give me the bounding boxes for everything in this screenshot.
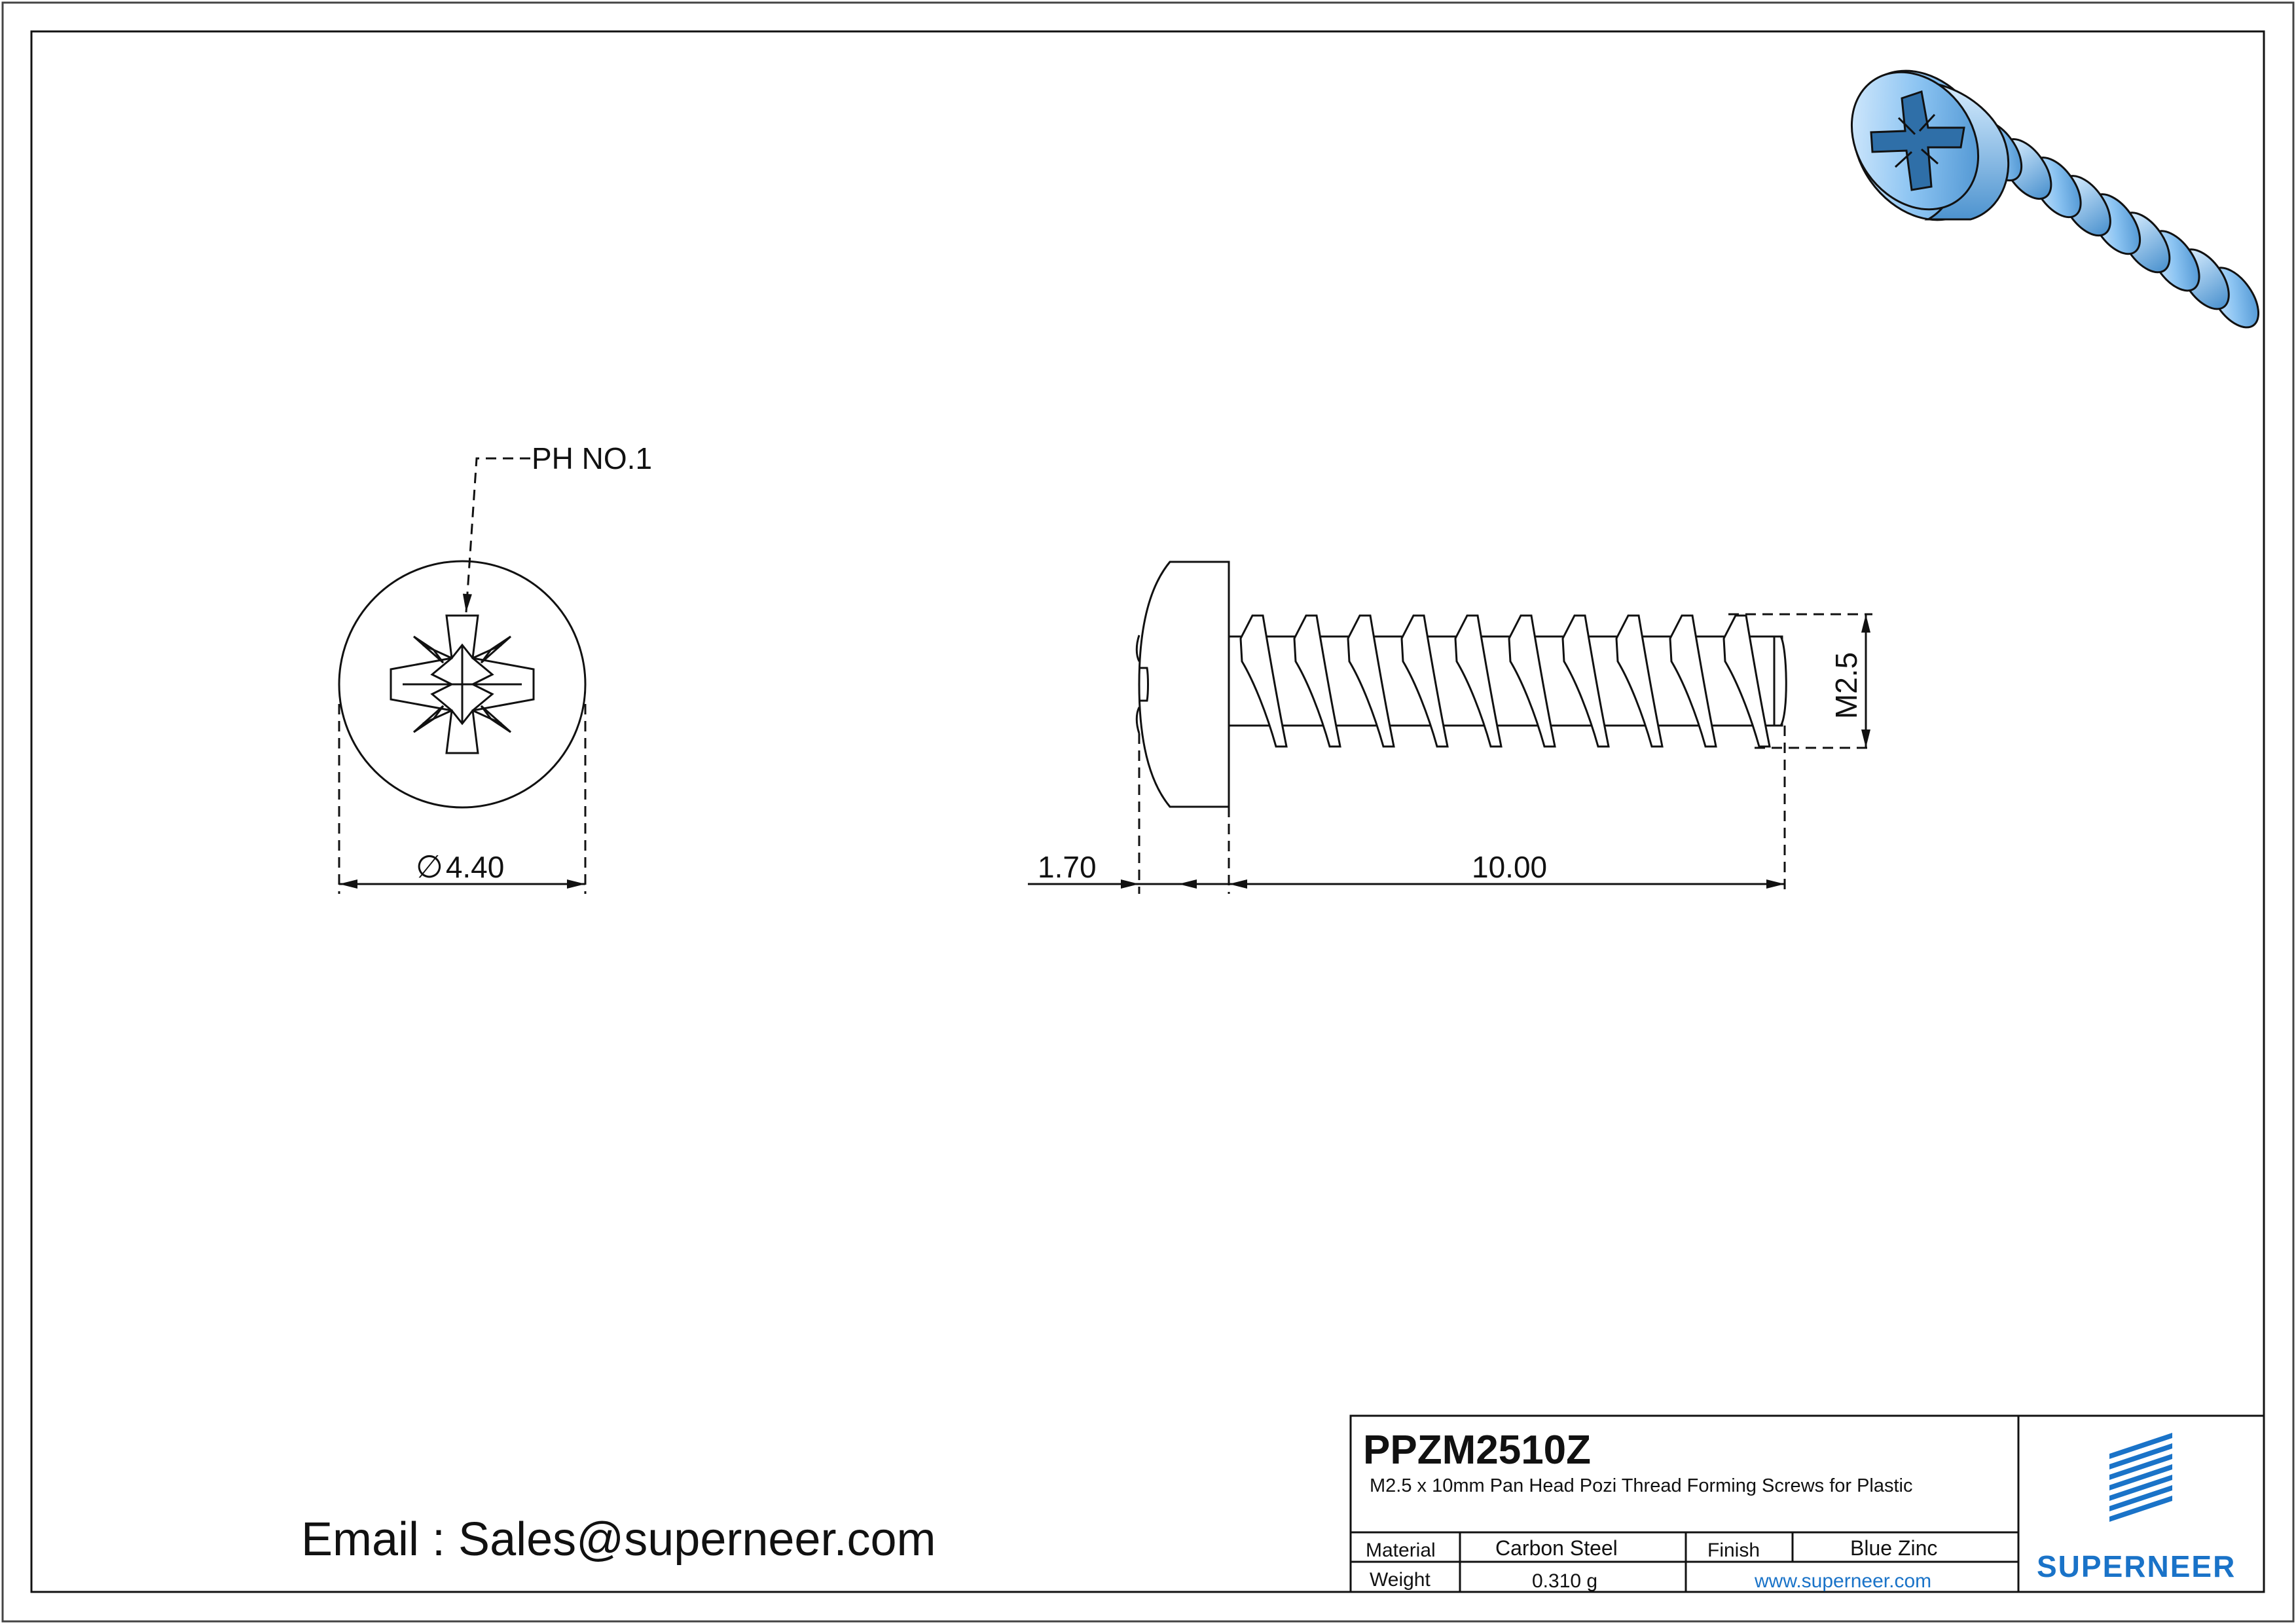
head-height-value: 1.70 xyxy=(1038,850,1097,884)
length-value: 10.00 xyxy=(1472,850,1548,884)
part-description: M2.5 x 10mm Pan Head Pozi Thread Forming Screws for Plastic xyxy=(1370,1475,1913,1496)
brand-name: SUPERNEER xyxy=(2037,1549,2236,1583)
finish-label: Finish xyxy=(1707,1540,1760,1561)
callout-leader xyxy=(466,458,530,612)
diameter-symbol: ∅ xyxy=(416,850,443,885)
weight-label: Weight xyxy=(1370,1569,1430,1591)
website-link[interactable]: www.superneer.com xyxy=(1755,1570,1932,1592)
screw-3d-render xyxy=(1825,45,2268,336)
weight-value: 0.310 g xyxy=(1532,1570,1598,1592)
diameter-dimension-text xyxy=(416,850,504,885)
diameter-value: 4.40 xyxy=(445,850,505,884)
contact-email: Email : Sales@superneer.com xyxy=(301,1513,936,1566)
outer-border xyxy=(3,3,2293,1621)
material-label: Material xyxy=(1366,1540,1436,1561)
thread-size-value: M2.5 xyxy=(1829,652,1863,719)
brand-logo-icon xyxy=(2109,1433,2172,1522)
material-value: Carbon Steel xyxy=(1495,1536,1618,1560)
callout-label: PH NO.1 xyxy=(532,441,653,475)
part-number: PPZM2510Z xyxy=(1363,1428,1592,1473)
head-top-view xyxy=(339,561,585,807)
inner-border xyxy=(31,31,2264,1592)
finish-value: Blue Zinc xyxy=(1850,1536,1938,1560)
